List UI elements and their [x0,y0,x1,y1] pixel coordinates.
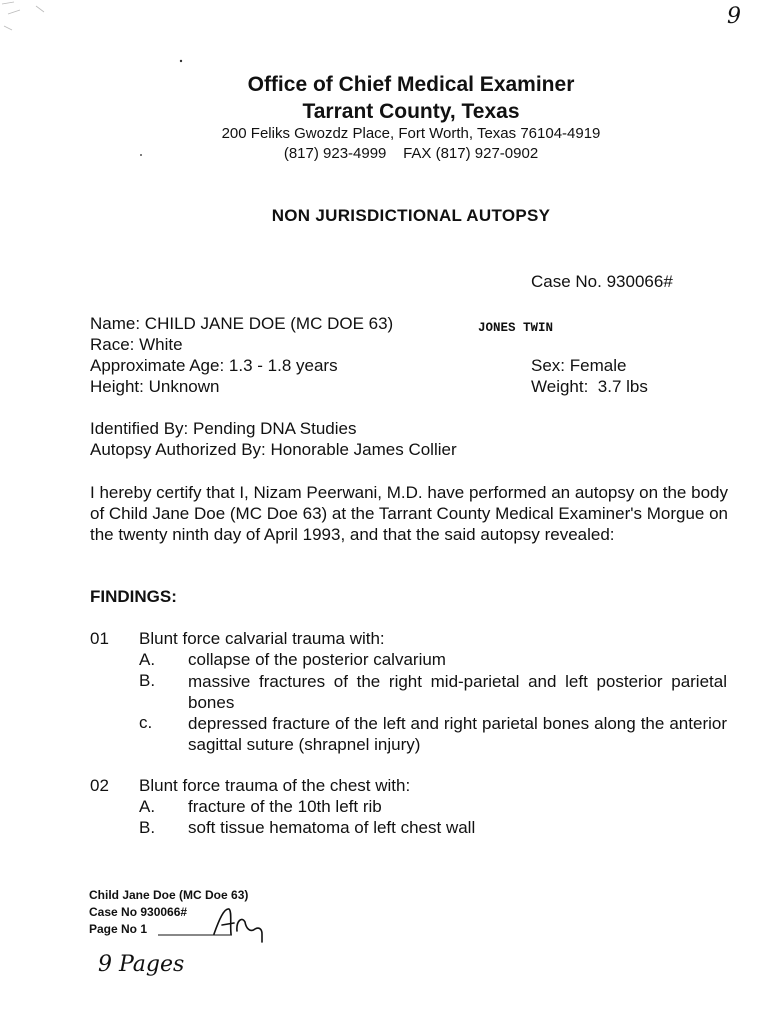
findings-heading: FINDINGS: [90,587,177,606]
finding-title: Blunt force trauma of the chest with: [139,776,411,795]
subject-age: Approximate Age: 1.3 - 1.8 years [90,356,338,375]
scan-speck [180,60,182,62]
office-title: Office of Chief Medical Examiner [247,73,575,96]
subject-name: Name: CHILD JANE DOE (MC DOE 63) [90,314,394,333]
finding-title: Blunt force calvarial trauma with: [139,629,385,648]
finding-item-letter: B. [139,671,156,690]
finding-item-letter: A. [139,797,156,816]
scan-speck [140,154,142,156]
county-title: Tarrant County, Texas [302,100,520,123]
subject-height: Height: Unknown [90,377,220,396]
finding-item-text: depressed fracture of the left and right parietal bones along the anterior sagittal suture (shrapnel injury) [188,714,727,754]
finding-number: 01 [90,629,109,648]
finding-item-text: soft tissue hematoma of left chest wall [188,818,476,837]
office-phone-fax: (817) 923-4999 FAX (817) 927-0902 [283,145,539,162]
finding-item-text: collapse of the posterior calvarium [188,650,446,669]
finding-item-letter: B. [139,818,156,837]
finding-item-text: massive fractures of the right mid-parietal and left posterior parietal bones [188,672,727,712]
finding-number: 02 [90,776,109,795]
finding-item-text: fracture of the 10th left rib [188,797,382,816]
finding-item-letter: c. [139,713,153,732]
subject-sex: Sex: Female [531,356,627,375]
subject-race: Race: White [90,335,183,354]
footer-case-number: Case No 930066# [89,905,188,919]
certification-paragraph: I hereby certify that I, Nizam Peerwani, M.D. have performed an autopsy on the body of Child Jane Doe (MC Doe 63) at the Tarrant County Medical Examiner's Morgue on the twenty ninth day of April 1993, and that the said autopsy revealed: [90,483,728,544]
jones-twin-stamp: JONES TWIN [478,321,554,335]
case-number: Case No. 930066# [531,272,673,291]
document-type-heading: NON JURISDICTIONAL AUTOPSY [271,206,551,225]
handwritten-page-count: 9 Pages [98,952,185,977]
handwritten-initials-signature [214,909,262,942]
footer-subject: Child Jane Doe (MC Doe 63) [89,888,249,902]
identified-by: Identified By: Pending DNA Studies [90,419,357,438]
autopsy-authorized-by: Autopsy Authorized By: Honorable James Collier [90,440,457,459]
footer-page-number: Page No 1 [89,922,148,936]
scan-artifact-marks [2,2,44,30]
office-address: 200 Feliks Gwozdz Place, Fort Worth, Texas 76104-4919 [221,125,601,142]
handwritten-page-mark: 9 [727,4,741,29]
subject-weight: Weight: 3.7 lbs [531,377,648,396]
finding-item-letter: A. [139,650,156,669]
